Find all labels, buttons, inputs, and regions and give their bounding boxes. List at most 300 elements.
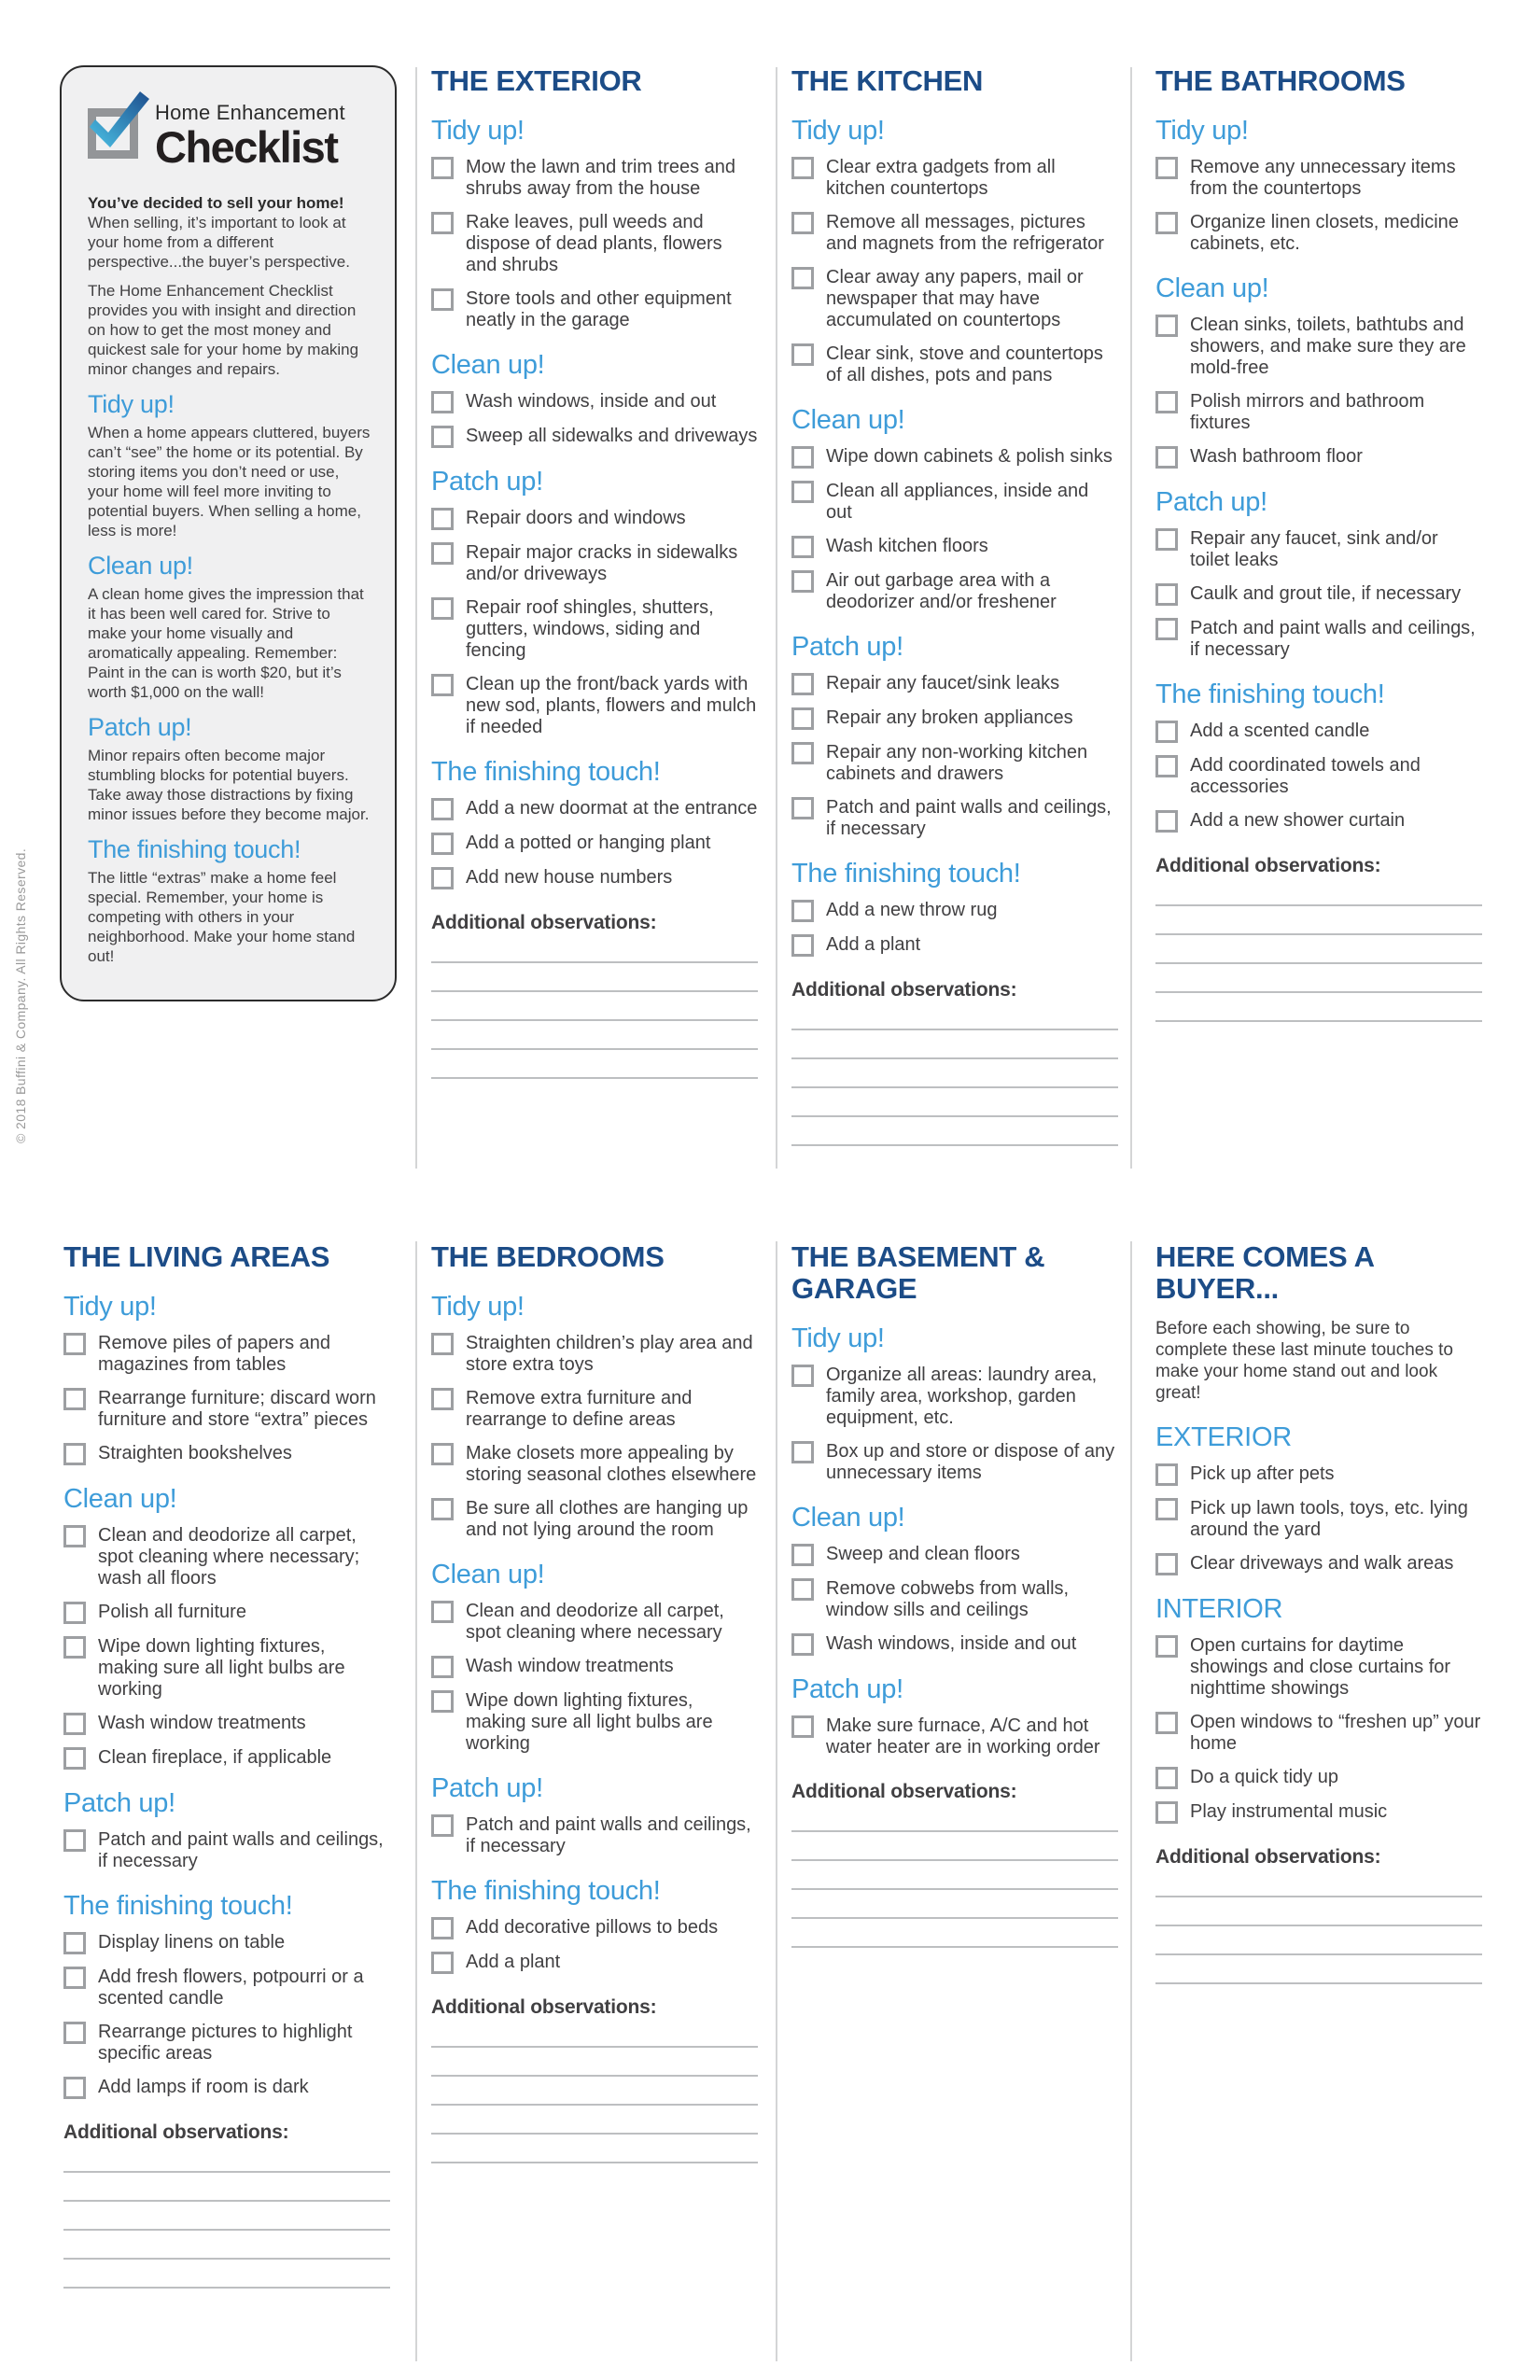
checkbox[interactable] — [791, 900, 814, 922]
checklist-column-here-comes-a-buyer — [1155, 1241, 1482, 1984]
checkbox[interactable] — [431, 391, 454, 413]
group-heading: Tidy up! — [791, 1323, 885, 1353]
checkbox[interactable] — [791, 742, 814, 764]
checklist-item-label: Rearrange furniture; discard worn furniture and store “extra” pieces — [98, 1388, 376, 1430]
checklist-item — [791, 212, 1118, 255]
checkbox[interactable] — [431, 157, 454, 179]
group-heading: Clean up! — [1155, 273, 1269, 303]
checklist-item — [1155, 721, 1482, 743]
checklist-item — [1155, 583, 1482, 606]
observations-label: Additional observations: — [431, 912, 657, 933]
section-title-here-comes-a-buyer: HERE COMES A BUYER... — [1155, 1240, 1374, 1305]
observations-label: Additional observations: — [791, 1781, 1017, 1802]
checklist-item — [431, 542, 758, 585]
observation-line — [431, 2046, 758, 2048]
checklist-item-label: Caulk and grout tile, if necessary — [1190, 583, 1462, 604]
checklist-item — [431, 1443, 758, 1486]
checklist-item — [1155, 212, 1482, 255]
checklist-item — [791, 1633, 1118, 1656]
checkbox[interactable] — [791, 157, 814, 179]
checklist-item — [431, 1388, 758, 1431]
checklist-item — [1155, 1801, 1482, 1824]
checklist-item-label: Add new house numbers — [466, 867, 673, 888]
checkbox[interactable] — [1155, 1767, 1178, 1789]
checklist-item — [1155, 1498, 1482, 1541]
checklist-item-label: Remove extra furniture and rearrange to define areas — [466, 1388, 693, 1430]
checklist-item — [63, 1713, 390, 1735]
group-heading: Patch up! — [431, 1773, 543, 1803]
checklist-item — [791, 742, 1118, 785]
checklist-item — [791, 707, 1118, 730]
checklist-item — [791, 267, 1118, 331]
checkbox[interactable] — [431, 798, 454, 820]
checklist-item — [63, 1747, 390, 1770]
tip-text: Minor repairs often become major stumbling blocks for potential buyers. Take away those distractions by fixing minor issues before they become major. — [88, 747, 370, 823]
group-heading: Clean up! — [63, 1484, 177, 1514]
observation-line — [791, 1115, 1118, 1117]
checkbox[interactable] — [431, 542, 454, 565]
checklist-item — [63, 1636, 390, 1701]
checkbox[interactable] — [431, 1690, 454, 1713]
checkbox[interactable] — [791, 1544, 814, 1566]
checklist-item-label: Add decorative pillows to beds — [466, 1917, 719, 1938]
checklist-item — [63, 1829, 390, 1872]
checklist-item-label: Remove all messages, pictures and magnets from the refrigerator — [826, 212, 1104, 254]
checklist-item-label: Pick up after pets — [1190, 1463, 1335, 1484]
checklist-item — [431, 391, 758, 413]
observation-line — [1155, 933, 1482, 935]
checklist-item-label: Add a new shower curtain — [1190, 810, 1406, 831]
checkbox[interactable] — [1155, 1498, 1178, 1520]
checklist-item-label: Remove any unnecessary items from the countertops — [1190, 157, 1456, 199]
checklist-item — [431, 212, 758, 276]
checkbox[interactable] — [431, 1917, 454, 1939]
checklist-item — [63, 1443, 390, 1465]
checklist-item — [791, 1441, 1118, 1484]
checkbox[interactable] — [1155, 583, 1178, 606]
checklist-item — [1155, 1553, 1482, 1575]
section-title-kitchen: THE KITCHEN — [791, 64, 984, 97]
checklist-item-label: Patch and paint walls and ceilings, if necessary — [826, 797, 1112, 839]
intro-paragraph — [88, 281, 371, 379]
observation-line — [431, 1077, 758, 1079]
logo-line1: Home Enhancement — [155, 101, 345, 124]
observations-label: Additional observations: — [63, 2121, 289, 2143]
checkbox[interactable] — [1155, 810, 1178, 833]
checkbox[interactable] — [791, 267, 814, 289]
checklist-item-label: Wash window treatments — [466, 1656, 674, 1676]
checkbox[interactable] — [1155, 1463, 1178, 1486]
checkbox[interactable] — [431, 597, 454, 620]
checklist-item — [431, 508, 758, 530]
observation-line — [63, 2287, 390, 2289]
checkbox[interactable] — [63, 1602, 86, 1624]
checklist-item-label: Polish all furniture — [98, 1602, 246, 1622]
observation-line — [791, 1086, 1118, 1088]
checkbox[interactable] — [791, 1633, 814, 1656]
checkbox[interactable] — [1155, 446, 1178, 469]
group-heading: EXTERIOR — [1155, 1422, 1292, 1452]
checklist-item-label: Remove piles of papers and magazines from tables — [98, 1333, 331, 1375]
checkbox[interactable] — [63, 1388, 86, 1410]
checklist-item-label: Clean and deodorize all carpet, spot cleaning where necessary; wash all floors — [98, 1525, 360, 1589]
checklist-item-label: Wash window treatments — [98, 1713, 306, 1733]
checkbox[interactable] — [1155, 1553, 1178, 1575]
checklist-item-label: Polish mirrors and bathroom fixtures — [1190, 391, 1425, 433]
observations-label: Additional observations: — [431, 1996, 657, 2018]
checklist-item — [431, 1917, 758, 1939]
copyright-notice: © 2018 Buffini & Company. All Rights Reserved. — [13, 847, 28, 1143]
checklist-item-label: Add a scented candle — [1190, 721, 1370, 741]
checkbox[interactable] — [1155, 1801, 1178, 1824]
checklist-item — [1155, 810, 1482, 833]
checkbox[interactable] — [63, 1636, 86, 1659]
checklist-item-label: Play instrumental music — [1190, 1801, 1388, 1822]
checkbox[interactable] — [431, 1333, 454, 1355]
checklist-item-label: Open windows to “freshen up” your home — [1190, 1712, 1481, 1754]
group-heading: Clean up! — [791, 405, 905, 435]
checklist-item — [431, 288, 758, 331]
checkbox[interactable] — [431, 1814, 454, 1837]
observation-line — [431, 2162, 758, 2163]
checklist-column-bedrooms — [431, 1241, 758, 2163]
checklist-item-label: Clean and deodorize all carpet, spot cleaning where necessary — [466, 1601, 724, 1643]
checklist-item — [791, 1715, 1118, 1758]
checklist-item — [1155, 1712, 1482, 1755]
checkbox[interactable] — [63, 1829, 86, 1852]
checklist-column-basement-garage — [791, 1241, 1118, 1948]
observation-line — [791, 1859, 1118, 1861]
checklist-item-label: Add a plant — [826, 934, 921, 955]
checklist-item — [791, 797, 1118, 840]
checkbox[interactable] — [63, 1967, 86, 1989]
logo-text — [155, 91, 345, 172]
checklist-item — [1155, 1635, 1482, 1700]
group-heading: Tidy up! — [1155, 116, 1249, 146]
checkbox[interactable] — [431, 867, 454, 889]
checklist-item — [1155, 528, 1482, 571]
tip-heading-patch-up: Patch up! — [88, 713, 192, 741]
checkbox[interactable] — [791, 797, 814, 819]
checkbox[interactable] — [63, 2022, 86, 2044]
observation-line — [63, 2258, 390, 2260]
checklist-item-label: Display linens on table — [98, 1932, 286, 1953]
observation-line — [431, 2133, 758, 2135]
checklist-item — [431, 1601, 758, 1644]
intro-paragraph — [88, 193, 371, 272]
checklist-column-exterior — [431, 65, 758, 1079]
checklist-item — [431, 833, 758, 855]
checklist-item-label: Wash windows, inside and out — [826, 1633, 1077, 1654]
checklist-item — [791, 673, 1118, 695]
group-heading: The finishing touch! — [431, 757, 661, 787]
checklist-item-label: Organize all areas: laundry area, family area, workshop, garden equipment, etc. — [826, 1365, 1098, 1428]
checklist-item-label: Remove cobwebs from walls, window sills and ceilings — [826, 1578, 1070, 1620]
tip-heading-tidy-up: Tidy up! — [88, 390, 175, 418]
logo-line2: Checklist — [155, 122, 338, 172]
checkbox[interactable] — [63, 1713, 86, 1735]
checklist-item — [63, 1602, 390, 1624]
checklist-item-label: Rake leaves, pull weeds and dispose of dead plants, flowers and shrubs — [466, 212, 722, 275]
checklist-item-label: Add a plant — [466, 1952, 561, 1972]
section-title-living-areas: THE LIVING AREAS — [63, 1240, 330, 1273]
column-divider — [415, 1241, 417, 2361]
checklist-item-label: Wash bathroom floor — [1190, 446, 1363, 467]
checklist-item-label: Add a new throw rug — [826, 900, 998, 920]
group-heading: Clean up! — [431, 1560, 545, 1589]
checklist-item — [1155, 315, 1482, 379]
checklist-item-label: Clean up the front/back yards with new sod, plants, flowers and mulch if needed — [466, 674, 757, 737]
checkbox[interactable] — [431, 288, 454, 311]
checkbox[interactable] — [791, 934, 814, 957]
checklist-item-label: Clean fireplace, if applicable — [98, 1747, 332, 1768]
checklist-logo — [88, 91, 371, 172]
checkmark-icon — [82, 86, 155, 159]
observation-line — [1155, 1925, 1482, 1926]
checkbox[interactable] — [63, 1932, 86, 1954]
checkbox[interactable] — [791, 1441, 814, 1463]
checklist-item — [1155, 618, 1482, 661]
checklist-item — [431, 1952, 758, 1974]
intro-paragraph-lead: You’ve decided to sell your home! — [88, 194, 344, 212]
column-divider — [776, 67, 777, 1169]
intro-paragraph-text: When selling, it’s important to look at your home from a different perspective...the buyer’s perspective. — [88, 214, 350, 271]
checklist-item-label: Sweep all sidewalks and driveways — [466, 426, 758, 446]
group-heading: Tidy up! — [791, 116, 885, 146]
checklist-item-label: Add coordinated towels and accessories — [1190, 755, 1421, 797]
checklist-item — [1155, 1767, 1482, 1789]
checklist-item — [791, 934, 1118, 957]
checkbox[interactable] — [63, 2077, 86, 2099]
checklist-item-label: Clean sinks, toilets, bathtubs and showers, and make sure they are mold-free — [1190, 315, 1466, 378]
observation-line — [431, 961, 758, 963]
checklist-item — [431, 1690, 758, 1755]
observation-line — [63, 2229, 390, 2231]
checkbox[interactable] — [431, 1443, 454, 1465]
checkbox[interactable] — [431, 1656, 454, 1678]
checklist-item-label: Be sure all clothes are hanging up and not lying around the room — [466, 1498, 749, 1540]
checkbox[interactable] — [431, 212, 454, 234]
checkbox[interactable] — [431, 426, 454, 448]
observation-line — [791, 1946, 1118, 1948]
column-divider — [415, 67, 417, 1169]
observation-line — [431, 1019, 758, 1021]
checkbox[interactable] — [1155, 212, 1178, 234]
observation-line — [791, 1144, 1118, 1146]
checklist-item-label: Box up and store or dispose of any unnecessary items — [826, 1441, 1115, 1483]
section-title-bathrooms: THE BATHROOMS — [1155, 64, 1406, 97]
checklist-item — [63, 1333, 390, 1376]
checklist-item — [1155, 1463, 1482, 1486]
checkbox[interactable] — [791, 446, 814, 469]
checklist-item — [791, 1365, 1118, 1429]
checklist-item-label: Pick up lawn tools, toys, etc. lying around the yard — [1190, 1498, 1468, 1540]
checkbox[interactable] — [791, 212, 814, 234]
checklist-item-label: Straighten children’s play area and store extra toys — [466, 1333, 753, 1375]
checklist-item — [791, 157, 1118, 200]
checkbox-logo-icon — [88, 101, 146, 159]
checklist-item-label: Organize linen closets, medicine cabinets, etc. — [1190, 212, 1459, 254]
intro-paragraph-text: The Home Enhancement Checklist provides you with insight and direction on how to get the most money and quickest sale for your home by making minor changes and repairs. — [88, 282, 359, 378]
observation-line — [1155, 1896, 1482, 1897]
checklist-item — [791, 343, 1118, 386]
tip-heading-clean-up: Clean up! — [88, 552, 193, 580]
checklist-item — [1155, 755, 1482, 798]
checkbox[interactable] — [791, 343, 814, 366]
checklist-item — [63, 2022, 390, 2065]
checkbox[interactable] — [1155, 721, 1178, 743]
checklist-item-label: Add a new doormat at the entrance — [466, 798, 758, 819]
group-heading: The finishing touch! — [791, 859, 1021, 889]
observations-label: Additional observations: — [1155, 1846, 1381, 1868]
tip-text: When a home appears cluttered, buyers can’t “see” the home or its potential. By storing items you don’t need or use, your home will feel more inviting to potential buyers. When selling a home, less is more! — [88, 424, 371, 539]
checkbox[interactable] — [791, 1365, 814, 1387]
checklist-item-label: Open curtains for daytime showings and close curtains for nighttime showings — [1190, 1635, 1451, 1699]
checklist-item-label: Repair any broken appliances — [826, 707, 1073, 728]
checkbox[interactable] — [431, 674, 454, 696]
column-divider — [1130, 1241, 1132, 2361]
checklist-item-label: Sweep and clean floors — [826, 1544, 1020, 1564]
checklist-item-label: Wash kitchen floors — [826, 536, 988, 556]
tip-text: A clean home gives the impression that it has been well cared for. Strive to make your home visually and aromatically appealing. Remember: Paint in the can is worth $20, but it’s worth $1,000 on the wall! — [88, 585, 364, 701]
checkbox[interactable] — [791, 570, 814, 593]
checklist-item — [431, 157, 758, 200]
checkbox[interactable] — [431, 1601, 454, 1623]
checkbox[interactable] — [1155, 1712, 1178, 1734]
checkbox[interactable] — [63, 1333, 86, 1355]
checklist-item-label: Clear driveways and walk areas — [1190, 1553, 1454, 1574]
checklist-item-label: Do a quick tidy up — [1190, 1767, 1338, 1787]
checkbox[interactable] — [431, 833, 454, 855]
checklist-item-label: Repair roof shingles, shutters, gutters, windows, siding and fencing — [466, 597, 714, 661]
checkbox[interactable] — [1155, 755, 1178, 777]
checklist-item — [63, 1525, 390, 1589]
checklist-item-label: Clean all appliances, inside and out — [826, 481, 1089, 523]
checkbox[interactable] — [63, 1525, 86, 1547]
checklist-item-label: Air out garbage area with a deodorizer and/or freshener — [826, 570, 1057, 612]
checkbox[interactable] — [1155, 315, 1178, 337]
checklist-item — [63, 1932, 390, 1954]
checklist-item — [431, 1656, 758, 1678]
checkbox[interactable] — [791, 707, 814, 730]
checklist-item-label: Wipe down cabinets & polish sinks — [826, 446, 1113, 467]
intro-box — [60, 65, 397, 1001]
group-heading: Patch up! — [791, 632, 903, 662]
checklist-item-label: Straighten bookshelves — [98, 1443, 292, 1463]
checklist-item — [791, 1578, 1118, 1621]
checkbox[interactable] — [431, 1388, 454, 1410]
checklist-item — [63, 2077, 390, 2099]
checkbox[interactable] — [791, 673, 814, 695]
checklist-item — [431, 1333, 758, 1376]
checklist-item — [431, 867, 758, 889]
checkbox[interactable] — [1155, 528, 1178, 551]
checkbox[interactable] — [791, 1715, 814, 1738]
checkbox[interactable] — [431, 1952, 454, 1974]
checkbox[interactable] — [1155, 1635, 1178, 1658]
checklist-item — [431, 1814, 758, 1857]
checklist-item — [1155, 446, 1482, 469]
checklist-item — [431, 426, 758, 448]
checklist-item — [791, 570, 1118, 613]
observation-line — [791, 1057, 1118, 1059]
checkbox[interactable] — [1155, 618, 1178, 640]
checkbox[interactable] — [1155, 157, 1178, 179]
group-heading: Patch up! — [63, 1788, 175, 1818]
section-title-bedrooms: THE BEDROOMS — [431, 1240, 665, 1273]
group-heading: The finishing touch! — [431, 1876, 661, 1906]
checklist-item-label: Patch and paint walls and ceilings, if necessary — [466, 1814, 751, 1856]
checkbox[interactable] — [791, 1578, 814, 1601]
checkbox[interactable] — [431, 508, 454, 530]
column-divider — [776, 1241, 777, 2361]
checkbox[interactable] — [791, 536, 814, 558]
checklist-item-label: Wash windows, inside and out — [466, 391, 717, 412]
observation-line — [1155, 1982, 1482, 1984]
observation-line — [431, 2075, 758, 2077]
observation-line — [791, 1029, 1118, 1030]
group-heading: INTERIOR — [1155, 1594, 1283, 1624]
observations-label: Additional observations: — [1155, 855, 1381, 876]
observation-line — [1155, 1953, 1482, 1955]
observation-line — [1155, 991, 1482, 993]
checklist-item-label: Wipe down lighting fixtures, making sure all light bulbs are working — [466, 1690, 713, 1754]
group-heading: Clean up! — [791, 1503, 905, 1533]
checkbox[interactable] — [63, 1747, 86, 1770]
section-intro: Before each showing, be sure to complete these last minute touches to make your home stand out and look great! — [1155, 1319, 1453, 1403]
group-heading: The finishing touch! — [1155, 679, 1385, 709]
checklist-item-label: Repair doors and windows — [466, 508, 686, 528]
group-heading: Patch up! — [431, 467, 543, 497]
checklist-item — [791, 481, 1118, 524]
checklist-column-bathrooms — [1155, 65, 1482, 1022]
checkbox[interactable] — [1155, 391, 1178, 413]
observation-line — [63, 2171, 390, 2173]
observation-line — [791, 1917, 1118, 1919]
group-heading: Tidy up! — [63, 1292, 157, 1322]
observation-line — [431, 1048, 758, 1050]
checklist-item — [791, 536, 1118, 558]
observation-line — [431, 2104, 758, 2106]
observations-label: Additional observations: — [791, 979, 1017, 1001]
section-title-basement-garage: THE BASEMENT & GARAGE — [791, 1240, 1045, 1305]
checklist-item — [63, 1967, 390, 2009]
checklist-item — [431, 1498, 758, 1541]
checklist-item-label: Repair major cracks in sidewalks and/or driveways — [466, 542, 738, 584]
checklist-item-label: Patch and paint walls and ceilings, if necessary — [1190, 618, 1476, 660]
checklist-item — [431, 674, 758, 738]
observation-line — [431, 990, 758, 992]
checklist-item — [791, 1544, 1118, 1566]
group-heading: Tidy up! — [431, 1292, 525, 1322]
checklist-column-living-areas — [63, 1241, 390, 2289]
checklist-item-label: Add a potted or hanging plant — [466, 833, 711, 853]
checklist-item-label: Repair any faucet/sink leaks — [826, 673, 1060, 693]
checklist-item-label: Clear away any papers, mail or newspaper that may have accumulated on countertops — [826, 267, 1084, 330]
group-heading: Tidy up! — [431, 116, 525, 146]
checklist-item-label: Wipe down lighting fixtures, making sure all light bulbs are working — [98, 1636, 345, 1700]
checkbox[interactable] — [791, 481, 814, 503]
observation-line — [63, 2200, 390, 2202]
checklist-item-label: Clear sink, stove and countertops of all dishes, pots and pans — [826, 343, 1103, 385]
tip-heading-finishing-touch: The finishing touch! — [88, 835, 301, 863]
group-heading: Patch up! — [1155, 487, 1267, 517]
checkbox[interactable] — [63, 1443, 86, 1465]
checklist-item-label: Make sure furnace, A/C and hot water heater are in working order — [826, 1715, 1100, 1757]
checkbox[interactable] — [431, 1498, 454, 1520]
section-title-exterior: THE EXTERIOR — [431, 64, 642, 97]
checklist-item — [431, 597, 758, 662]
